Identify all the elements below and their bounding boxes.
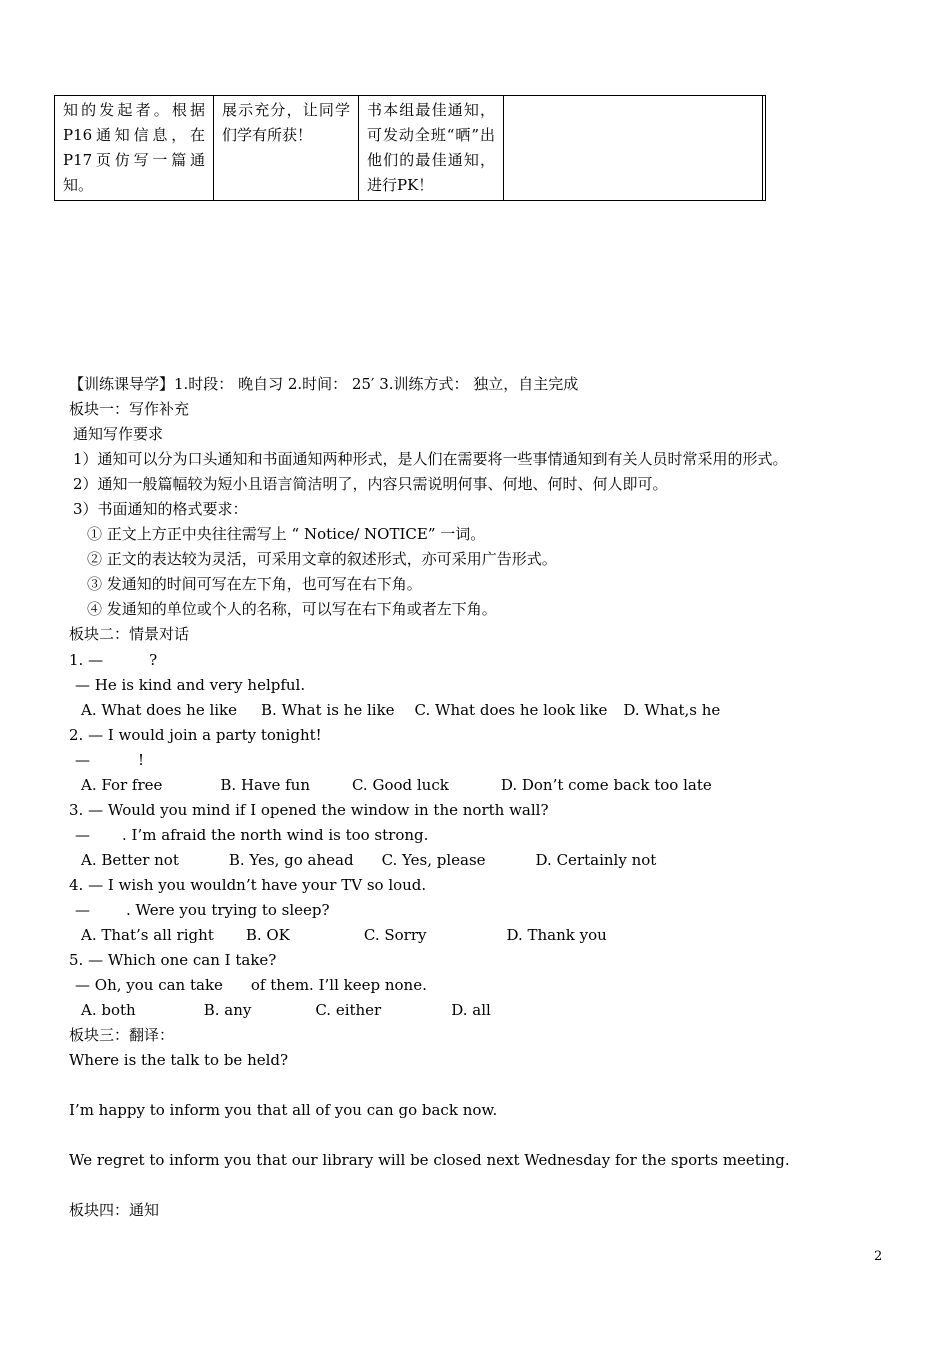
question-4-reply [75,900,330,920]
format-item-2: ② 正文的表达较为灵活，可采用文章的叙述形式，亦可采用广告形式。 [87,550,557,568]
reply-text: — Oh, you can take [75,976,223,994]
option-a: A. both [81,1001,136,1019]
translation-1: Where is the talk to be held? [69,1051,289,1069]
option-a: A. Better not [81,851,179,869]
requirement-1: 1）通知可以分为口头通知和书面通知两种形式，是人们在需要将一些事情通知到有关人员时常采用的形式。 [73,450,788,468]
table-cell-activity: 书本组最佳通知，可发动全班“晒”出他们的最佳通知，进行PK！ [359,96,504,201]
format-item-3: ③ 发通知的时间可写在左下角，也可写在右下角。 [87,575,422,593]
option-c: C. What does he look like [414,701,608,719]
option-a: A. That’s all right [81,926,214,944]
format-item-4: ④ 发通知的单位或个人的名称，可以写在右下角或者左下角。 [87,600,497,618]
question-5-reply [75,975,427,995]
question-4-options [81,925,607,945]
question-5-stem: 5. — Which one can I take? [69,951,277,969]
option-b: B. Have fun [220,776,310,794]
option-c: C. Good luck [351,776,449,794]
question-stem-text: 1. — [69,651,104,669]
question-4-stem: 4. — I wish you wouldn’t have your TV so loud. [69,876,427,894]
lesson-table [54,95,766,201]
table-cell-goal: 展示充分，让同学们学有所获！ [214,96,359,201]
reply-end: of them. I’ll keep none. [250,976,427,994]
option-a: A. For free [81,776,163,794]
translation-2: I’m happy to inform you that all of you can go back now. [69,1101,498,1119]
table-row [55,96,766,201]
reply-dash: — [75,751,90,769]
section-1-title: 板块一：写作补充 [69,400,190,418]
section-4-title: 板块四：通知 [69,1201,160,1219]
option-d: D. What,s he [623,701,721,719]
option-d: D. Certainly not [535,851,657,869]
question-2-stem: 2. — I would join a party tonight! [69,726,322,744]
question-stem-end: ? [149,651,158,669]
section-3-title: 板块三：翻译： [69,1026,175,1044]
question-1-options [81,700,720,720]
table-cell-edge [763,96,766,201]
option-d: D. Thank you [506,926,607,944]
table-cell-empty [504,96,763,201]
question-3-options [81,850,656,870]
option-c: C. Sorry [363,926,427,944]
question-5-options [81,1000,491,1020]
requirement-2: 2）通知一般篇幅较为短小且语言简洁明了，内容只需说明何事、何地、何时、何人即可。 [73,475,668,493]
option-b: B. What is he like [261,701,395,719]
translation-3: We regret to inform you that our library will be closed next Wednesday for the sports meeting. [69,1151,790,1169]
requirement-3: 3）书面通知的格式要求： [73,500,248,518]
reply-end: ! [138,751,145,769]
training-header: 【训练课导学】1.时段： 晚自习 2.时间： 25′ 3.训练方式： 独立，自主完成 [69,375,579,393]
option-b: B. OK [245,926,290,944]
option-d: D. all [451,1001,491,1019]
option-c: C. either [315,1001,382,1019]
page-number: 2 [874,1249,883,1264]
reply-end: . Were you trying to sleep? [126,901,330,919]
option-a: A. What does he like [81,701,238,719]
reply-dash: — [75,826,90,844]
question-1-stem [69,650,157,670]
section-1-subtitle: 通知写作要求 [73,425,164,443]
question-1-reply: — He is kind and very helpful. [75,676,306,694]
table-cell-task: 知的发起者。根据P16通知信息，在P17页仿写一篇通知。 [55,96,214,201]
question-3-stem: 3. — Would you mind if I opened the window in the north wall? [69,801,549,819]
question-2-reply [75,750,144,770]
option-b: B. any [203,1001,252,1019]
question-2-options [81,775,712,795]
option-c: C. Yes, please [381,851,486,869]
question-3-reply [75,825,428,845]
option-d: D. Don’t come back too late [500,776,712,794]
reply-end: . I’m afraid the north wind is too strong. [122,826,429,844]
section-2-title: 板块二：情景对话 [69,625,190,643]
format-item-1: ① 正文上方正中央往往需写上 “ Notice/ NOTICE” 一词。 [87,525,486,543]
option-b: B. Yes, go ahead [228,851,354,869]
reply-dash: — [75,901,90,919]
